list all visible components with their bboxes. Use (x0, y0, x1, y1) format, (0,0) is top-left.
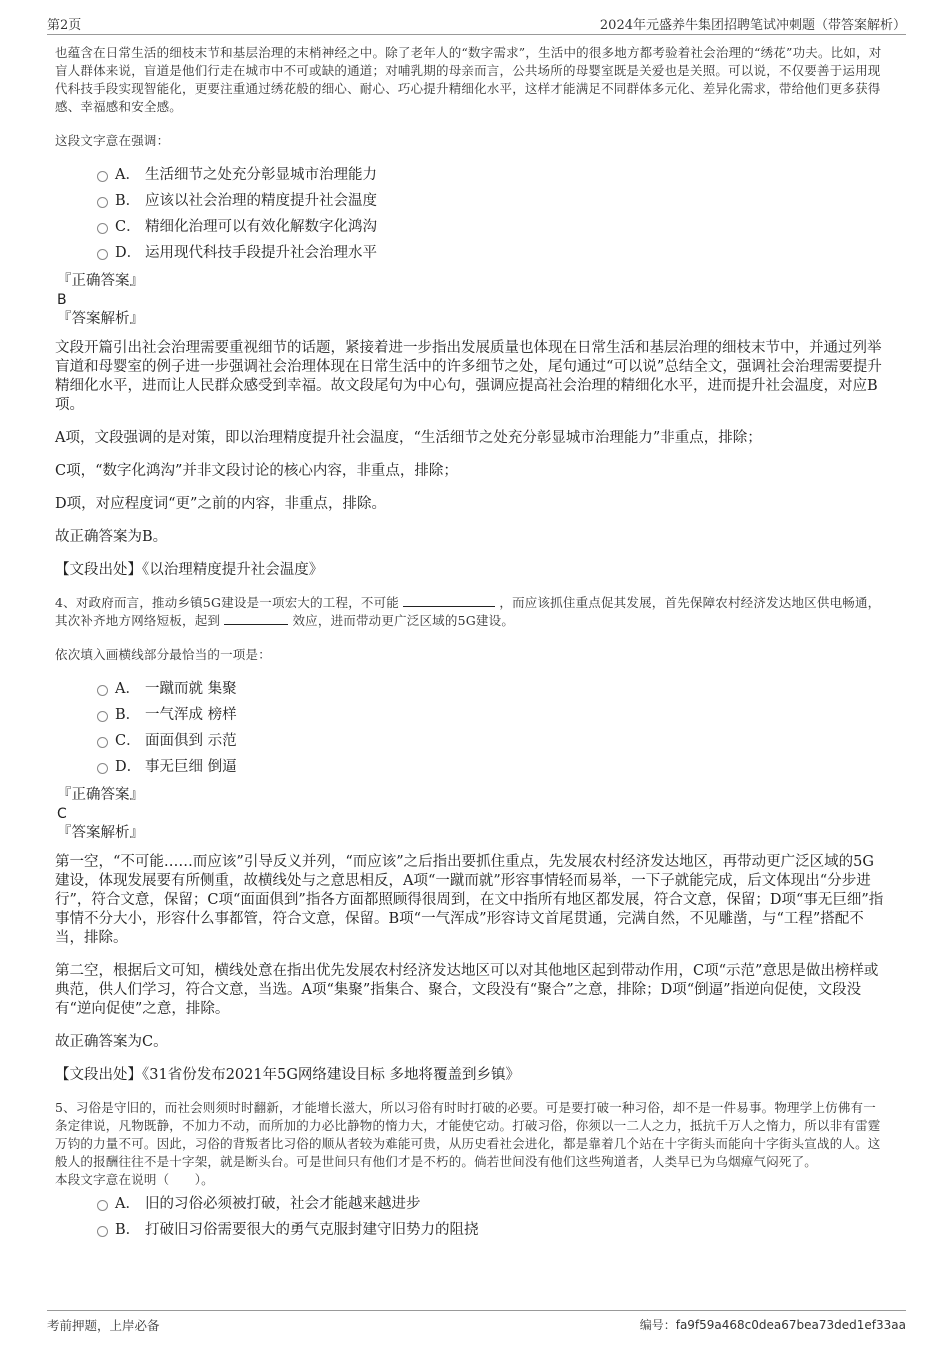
q3-source: 【文段出处】《以治理精度提升社会温度》 (55, 562, 324, 578)
q3-options (55, 162, 888, 266)
q4-instruction: 依次填入画横线部分最恰当的一项是： (55, 647, 271, 662)
document-title: 2024年元盛养牛集团招聘笔试冲刺题（带答案解析） (599, 18, 906, 33)
radio-icon[interactable] (97, 737, 108, 748)
page-header (47, 12, 906, 35)
q3-option-c[interactable]: C． 精细化治理可以有效化解数字化鸿沟 (55, 214, 888, 240)
q4-analysis-p2: 第二空，根据后文可知，横线处意在指出优先发展农村经济发达地区可以对其他地区起到带动作用，C项“示范”意思是做出榜样或典范，供人们学习，符合文意，当选。A项“集聚”指集合、聚合，文段没有“聚合”之意，排除；D项“倒逼”指逆向促使，文段没有“逆向促使”之意，排除。 (55, 963, 879, 1017)
q4-option-c[interactable]: C． 面面俱到 示范 (55, 728, 888, 754)
q3-analysis-p3: C项，“数字化鸿沟”并非文段讨论的核心内容，非重点，排除； (55, 463, 458, 479)
blank-1 (403, 594, 495, 607)
radio-icon[interactable] (97, 711, 108, 722)
q4-analysis-p1: 第一空，“不可能……而应该”引导反义并列，“而应该”之后指出要抓住重点，先发展农村经济发达地区，再带动更广泛区域的5G建设，体现发展要有所侧重，故横线处与之意思相反，A项“一蹴而就”形容事情轻而易举，一下子就能完成，后文体现出“分步进行”，符合文意，保留；C项“面面俱到”指各方面都照顾得很周到，在文中指所有地区都发展，符合文意，保留；D项“事无巨细”指事情不分大小，形容什么事都管，符合文意，保留。B项“一气浑成”形容诗文首尾贯通，完满自然，不见雕凿，与“工程”搭配不当，排除。 (55, 854, 884, 946)
q4-option-a[interactable]: A． 一蹴而就 集聚 (55, 676, 888, 702)
radio-icon[interactable] (97, 223, 108, 234)
q3-analysis-p4: D项，对应程度词“更”之前的内容，非重点，排除。 (55, 496, 386, 512)
q3-option-a[interactable]: A． 生活细节之处充分彰显城市治理能力 (55, 162, 888, 188)
q4-option-d[interactable]: D． 事无巨细 倒逼 (55, 754, 888, 780)
q4-answer: C (57, 806, 67, 822)
q4-options (55, 676, 888, 780)
q3-analysis-p1: 文段开篇引出社会治理需要重视细节的话题，紧接着进一步指出发展质量也体现在日常生活和基层治理的细枝末节中，并通过列举盲道和母婴室的例子进一步强调社会治理体现在日常生活中的许多细节之处，尾句通过“可以说”总结全文，强调社会治理需要提升精细化水平，进而让人民群众感受到幸福。故文段尾句为中心句，强调应提高社会治理的精细化水平，进而提升社会温度，对应B项。 (55, 340, 882, 413)
q3-answer: B (57, 292, 67, 308)
radio-icon[interactable] (97, 1226, 108, 1237)
radio-icon[interactable] (97, 249, 108, 260)
q5-option-b[interactable]: B． 打破旧习俗需要很大的勇气克服封建守旧势力的阻挠 (55, 1217, 888, 1243)
q3-passage: 也蕴含在日常生活的细枝末节和基层治理的末梢神经之中。除了老年人的“数字需求”，生活中的很多地方都考验着社会治理的“绣花”功夫。比如，对盲人群体来说，盲道是他们行走在城市中不可或缺的通道；对哺乳期的母亲而言，公共场所的母婴室既是关爱也是关照。可以说，不仅要善于运用现代科技手段实现智能化，更要注重通过绣花般的细心、耐心、巧心提升精细化水平，这样才能满足不同群体多元化、差异化需求，带给他们更多获得感、幸福感和安全感。 (55, 45, 882, 114)
q4-stem: 4、对政府而言，推动乡镇5G建设是一项宏大的工程，不可能 ，而应该抓住重点促其发展，首先保障农村经济发达地区供电畅通，其次补齐地方网络短板，起到 效应，进而带动更广泛区域的5G建设。 (55, 595, 881, 628)
q4-option-b[interactable]: B． 一气浑成 榜样 (55, 702, 888, 728)
q5-stem: 本段文字意在说明（ ）。 (55, 1172, 214, 1187)
document-code: 编号：fa9f59a468c0dea67bea73ded1ef33aa (639, 1318, 906, 1332)
blank-2 (224, 612, 288, 625)
q4-analysis-p3: 故正确答案为C。 (55, 1034, 168, 1050)
radio-icon[interactable] (97, 171, 108, 182)
q3-analysis-label: 『答案解析』 (57, 311, 144, 327)
radio-icon[interactable] (97, 1200, 108, 1211)
q5-passage: 5、习俗是守旧的，而社会则须时时翻新，才能增长滋大，所以习俗有时时打破的必要。可是要打破一种习俗，却不是一件易事。物理学上仿佛有一条定律说，凡物既静，不加力不动，而所加的力必比静物的惰力大，才能使它动。打破习俗，你须以一二人之力，抵抗千万人之惰力，所以非有雷霆万钧的力量不可。因此，习俗的背叛者比习俗的顺从者较为难能可贵，从历史看社会进化，都是靠着几个站在十字街头而能向十字街头宣战的人。这般人的报酬往往不是十字架，就是断头台。可是世间只有他们才是不朽的。倘若世间没有他们这些殉道者，人类早已为乌烟瘴气闷死了。 (55, 1100, 881, 1169)
radio-icon[interactable] (97, 197, 108, 208)
q3-option-b[interactable]: B． 应该以社会治理的精度提升社会温度 (55, 188, 888, 214)
q5-option-a[interactable]: A． 旧的习俗必须被打破，社会才能越来越进步 (55, 1191, 888, 1217)
footer-slogan: 考前押题，上岸必备 (47, 1318, 160, 1333)
page-footer (47, 1310, 906, 1335)
q5-options (55, 1191, 888, 1243)
q4-analysis-label: 『答案解析』 (57, 825, 144, 841)
q3-option-d[interactable]: D． 运用现代科技手段提升社会治理水平 (55, 240, 888, 266)
q3-answer-label: 『正确答案』 (57, 273, 144, 289)
page-content (55, 44, 888, 1243)
radio-icon[interactable] (97, 685, 108, 696)
q3-analysis-p2: A项，文段强调的是对策，即以治理精度提升社会温度，“生活细节之处充分彰显城市治理能力”非重点，排除； (55, 430, 762, 446)
page-number: 第2页 (47, 18, 82, 33)
q3-analysis-p5: 故正确答案为B。 (55, 529, 168, 545)
q4-source: 【文段出处】《31省份发布2021年5G网络建设目标 多地将覆盖到乡镇》 (55, 1067, 521, 1083)
radio-icon[interactable] (97, 763, 108, 774)
q4-answer-label: 『正确答案』 (57, 787, 144, 803)
q3-stem: 这段文字意在强调： (55, 133, 170, 148)
